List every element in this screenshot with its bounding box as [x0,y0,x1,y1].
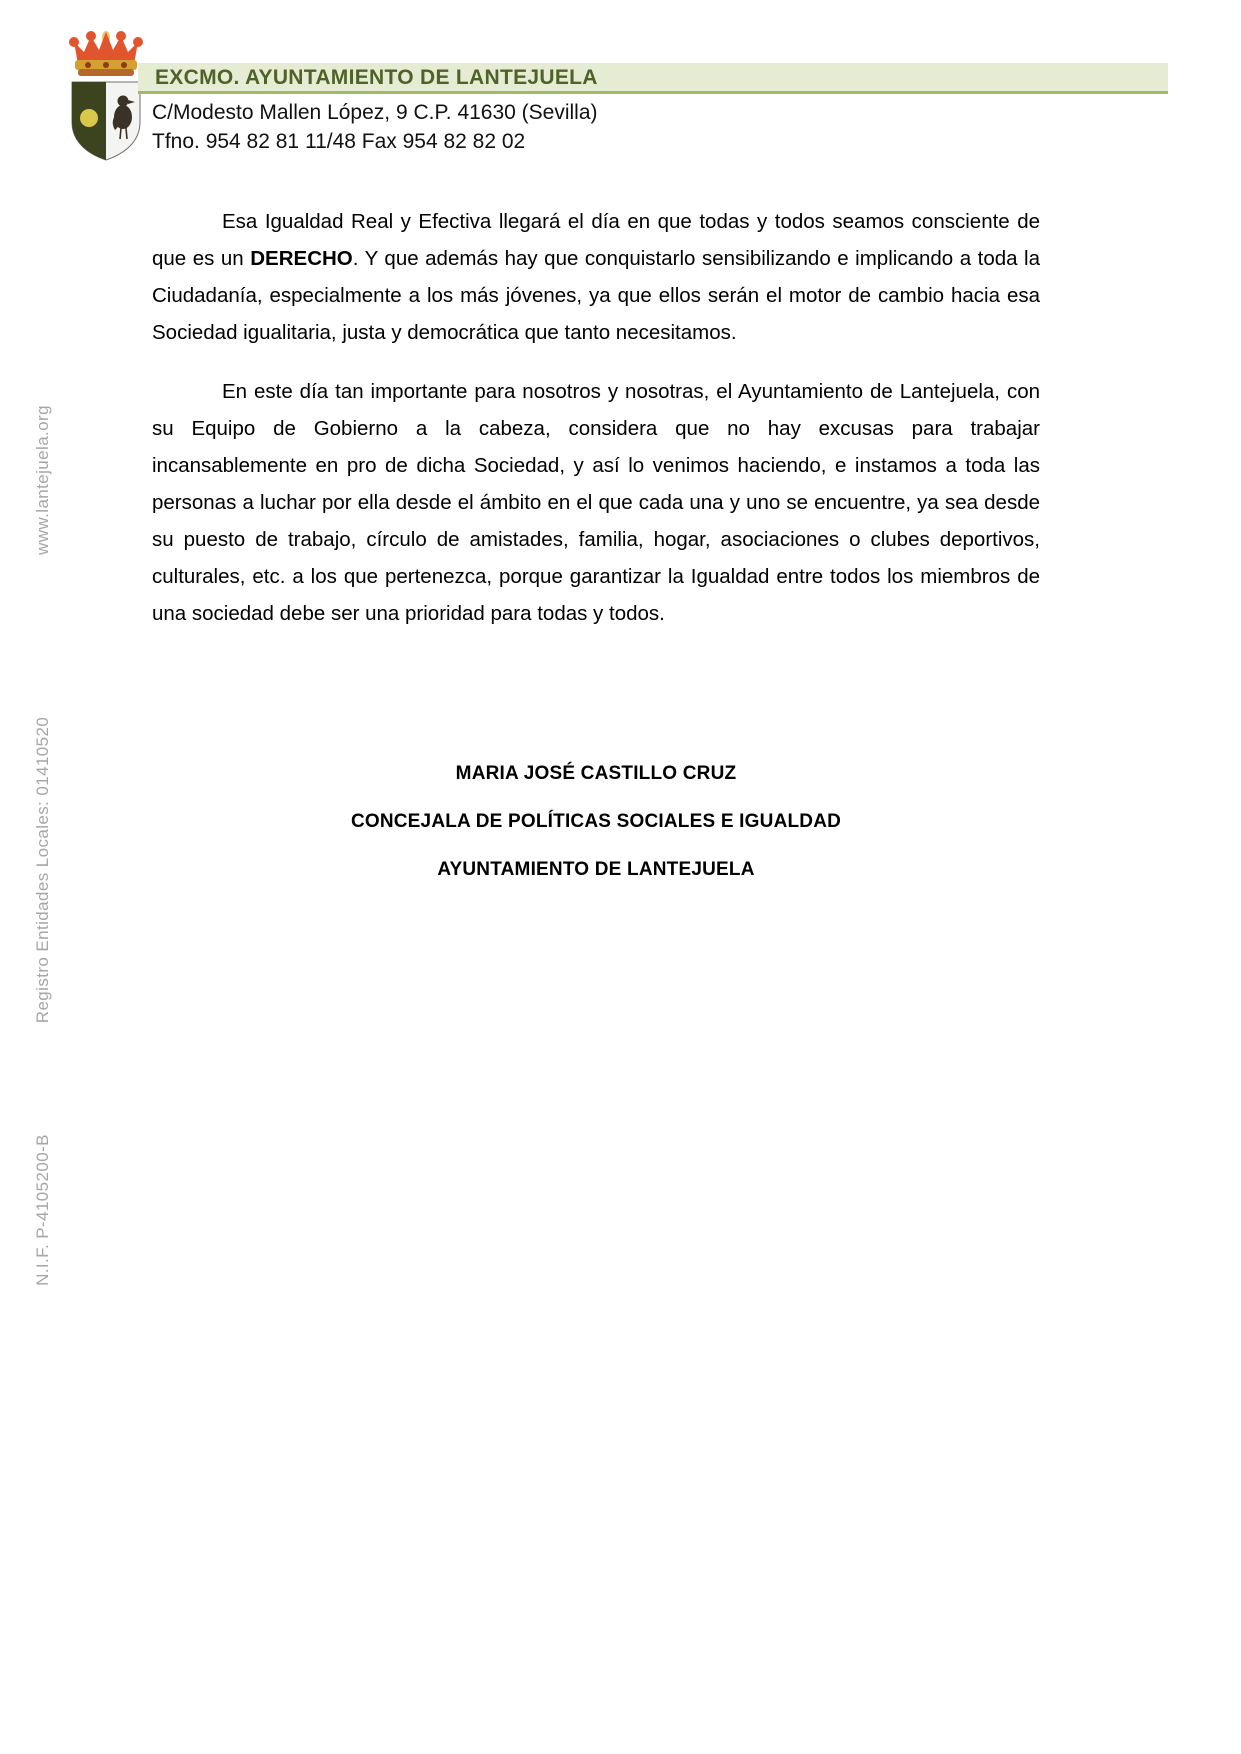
signer-role: CONCEJALA DE POLÍTICAS SOCIALES E IGUALDAD [350,811,842,832]
signer-entity: AYUNTAMIENTO DE LANTEJUELA [437,859,755,880]
paragraph-1-part-1: Esa Igualdad Real y Efectiva llegará el día en que todas y todos seamos consciente de que es un [152,210,1040,270]
address-line-2: Tfno. 954 82 81 11/48 Fax 954 82 82 02 [152,130,526,153]
letterhead-header [0,0,1241,175]
org-title: EXCMO. AYUNTAMIENTO DE LANTEJUELA [155,66,598,89]
address-line-1: C/Modesto Mallen López, 9 C.P. 41630 (Sevilla) [152,101,598,124]
left-margin-strip [0,0,86,1754]
signer-name: MARIA JOSÉ CASTILLO CRUZ [455,763,737,784]
registry-vertical-text: Registro Entidades Locales: 01410520 [33,716,52,1024]
website-vertical-text: www.lantejuela.org [33,405,52,555]
document-body [152,203,1040,654]
signature-block [152,750,1040,894]
nif-vertical-text: N.I.F. P-4105200-B [33,1134,52,1286]
paragraph-1-part-2: . Y que además hay que conquistarlo sensibilizando e implicando a toda la Ciudadanía, especialmente a los más jóvenes, ya que ellos serán el motor de cambio hacia esa Sociedad igualitaria, justa y democrática que tanto necesitamos. [152,247,1040,344]
paragraph-2: En este día tan importante para nosotros y nosotras, el Ayuntamiento de Lantejuela, con su Equipo de Gobierno a la cabeza, considera que no hay excusas para trabajar incansablemente en pro de dicha Sociedad, y así lo venimos haciendo, e instamos a toda las personas a luchar por ella desde el ámbito en el que cada una y uno se encuentre, ya sea desde su puesto de trabajo, círculo de amistades, familia, hogar, asociaciones o clubes deportivos, culturales, etc. a los que pertenezca, porque garantizar la Igualdad entre todos los miembros de una sociedad debe ser una prioridad para todas y todos. [152,380,1040,625]
paragraph-1-emphasis: DERECHO [250,247,353,270]
paragraph-1 [152,203,1040,351]
